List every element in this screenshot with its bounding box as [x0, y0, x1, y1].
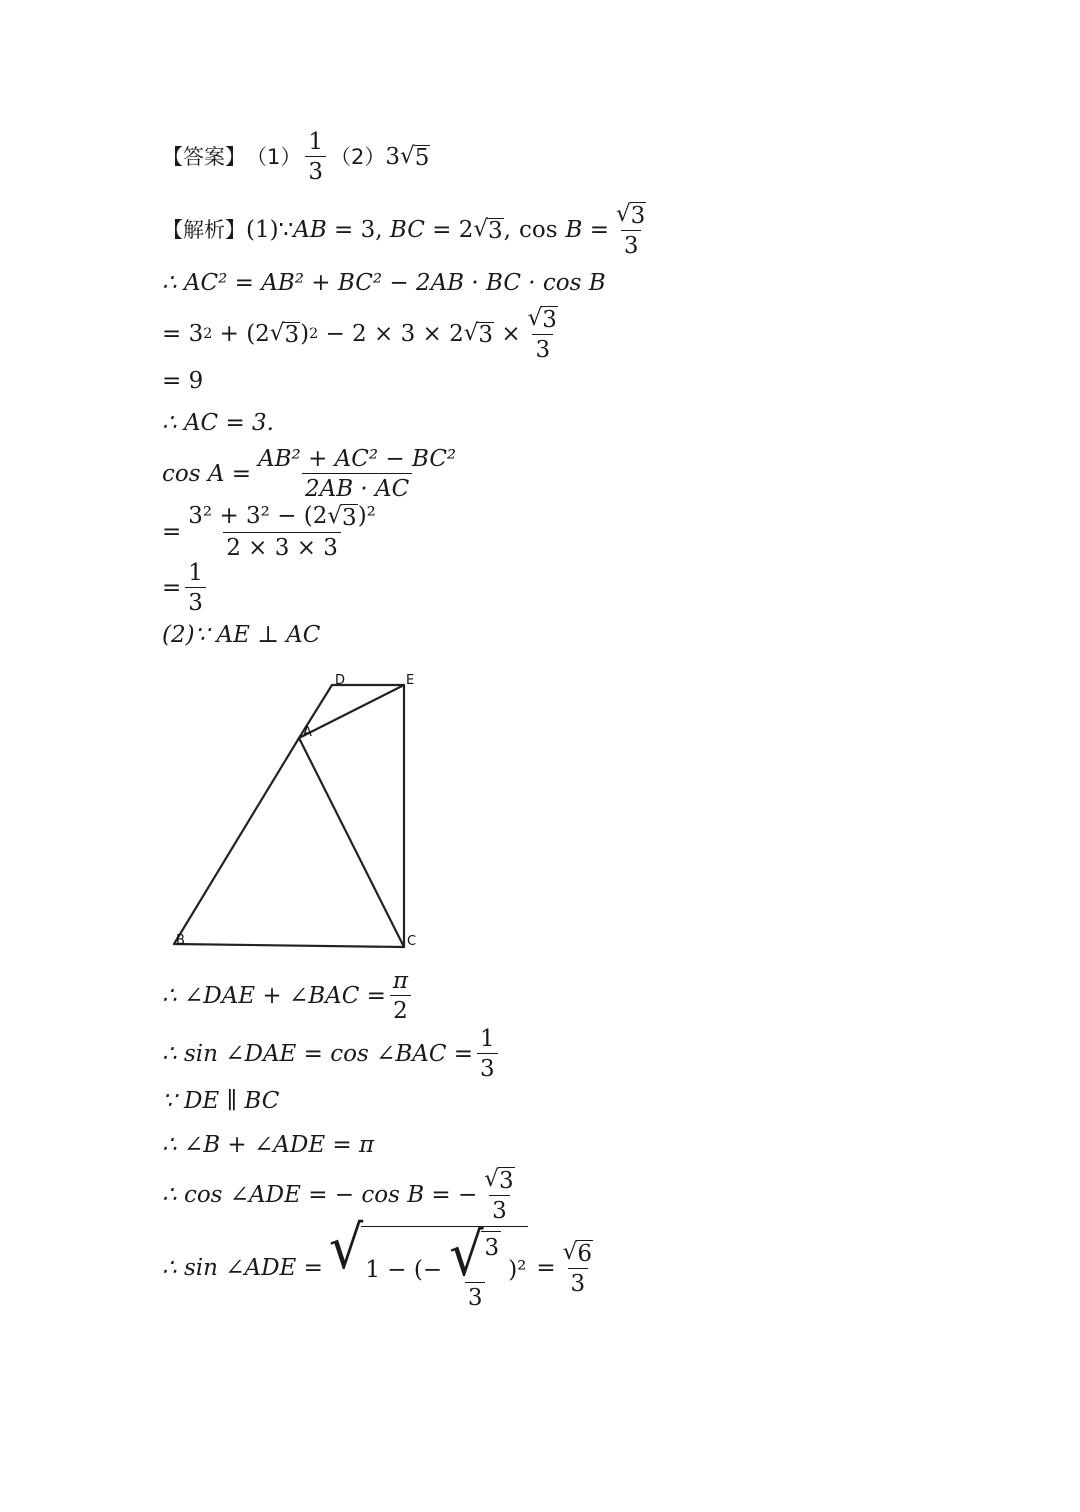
l3-sqrt2: √ 3: [463, 319, 494, 348]
analysis-line-11: [162, 1026, 502, 1082]
l6-fraction: [255, 447, 459, 501]
answer-part1-denominator: 3: [305, 156, 326, 184]
l10-text: ∴ ∠DAE + ∠BAC =: [162, 982, 386, 1009]
l3-e: ): [300, 320, 310, 347]
geometry-figure: [160, 664, 430, 956]
l15-denominator: 3: [568, 1268, 589, 1296]
l8-fraction: [185, 561, 206, 615]
label-b: B: [176, 933, 185, 948]
l8-eq: =: [162, 574, 182, 601]
l7-num-rad: 3: [342, 504, 357, 531]
l1-fraction: [613, 202, 649, 258]
answer-part2-label: （2）: [330, 144, 386, 169]
answer-part2-coef: 3: [385, 143, 401, 170]
analysis-line-9: [162, 620, 320, 650]
l1-bc: BC: [389, 216, 425, 243]
l3-numerator: √ 3: [527, 304, 557, 333]
label-a: A: [303, 725, 312, 740]
analysis-line-13: [162, 1130, 374, 1160]
l14-numerator: √ 3: [484, 1165, 514, 1194]
analysis-line-1: [162, 188, 653, 272]
l15-radicand: [361, 1219, 528, 1311]
segment-ab: [174, 738, 299, 944]
l3-g: − 2 × 3 × 2: [318, 320, 464, 347]
l5-text: ∴ AC = 3.: [162, 409, 274, 436]
l3-a: = 3: [162, 320, 204, 347]
l12-text: ∵ DE ∥ BC: [162, 1087, 280, 1114]
analysis-line-4: [162, 366, 203, 396]
l1-sqrt3: √ 3: [473, 215, 503, 244]
l1-b: B: [565, 216, 583, 243]
l11-numerator: 1: [480, 1025, 495, 1052]
l11-denominator: 3: [477, 1053, 498, 1081]
l1-e: = 2: [424, 216, 474, 243]
l6-lhs: cos A =: [162, 460, 252, 487]
l8-denominator: 3: [185, 587, 206, 615]
analysis-line-8: [162, 560, 210, 616]
l1-ab: AB: [293, 216, 327, 243]
l15-big-sqrt: √ 1 − (− √ 3 3 )²: [328, 1213, 527, 1311]
l15-fraction: [560, 1240, 596, 1296]
l10-fraction: [390, 969, 411, 1023]
l1-eq: =: [582, 216, 610, 243]
l7-eq: =: [162, 518, 182, 545]
l15-num-radicand: 6: [577, 1240, 592, 1267]
l15-in-numerator: √ 3: [449, 1219, 500, 1290]
l15-eq: =: [536, 1254, 556, 1281]
l9-text: (2)∵ AE ⊥ AC: [162, 621, 321, 648]
l14-fraction: [481, 1167, 517, 1223]
l3-i: ×: [494, 320, 521, 347]
analysis-line-2: [162, 268, 606, 298]
l7-fraction: [185, 504, 379, 560]
l6-numerator: AB² + AC² − BC²: [258, 445, 457, 472]
l11-fraction: [477, 1027, 498, 1081]
l15-in-a: 1 − (−: [365, 1257, 443, 1283]
l3-c: + (2: [212, 320, 270, 347]
l7-numerator: 3² + 3² − (2 √ 3 )²: [188, 502, 376, 531]
answer-tag: 【答案】: [162, 144, 246, 169]
l3-denominator: 3: [532, 334, 553, 362]
l14-text: ∴ cos ∠ADE = − cos B = −: [162, 1181, 478, 1208]
l7-num-a: 3² + 3² − (2: [188, 502, 328, 529]
l15-in-b: )²: [508, 1257, 527, 1283]
analysis-line-6: [162, 444, 463, 504]
l11-text: ∴ sin ∠DAE = cos ∠BAC =: [162, 1040, 474, 1067]
l15-in-fraction: [446, 1219, 504, 1311]
l3-fraction: [525, 306, 561, 362]
answer-part1-label: （1）: [246, 144, 302, 169]
l4-text: = 9: [162, 367, 204, 394]
segment-bc: [174, 944, 404, 947]
l13-text: ∴ ∠B + ∠ADE = π: [162, 1131, 375, 1158]
l1-comma: ,: [503, 216, 511, 243]
l1-radicand: 3: [488, 217, 503, 244]
analysis-line-7: [162, 502, 383, 562]
analysis-line-5: [162, 408, 274, 438]
answer-part2-radicand: 5: [414, 144, 430, 171]
analysis-line-12: [162, 1086, 279, 1116]
l1-numerator: √ 3: [616, 200, 646, 229]
l2-text: ∴ AC² = AB² + BC² − 2AB · BC · cos B: [162, 269, 606, 296]
l1-a: (1)∵: [246, 216, 294, 243]
label-c: C: [407, 934, 417, 949]
l10-numerator: π: [392, 967, 409, 994]
analysis-line-10: [162, 968, 415, 1024]
label-e: E: [406, 673, 415, 688]
l1-denominator: 3: [621, 230, 642, 258]
analysis-line-3: = 3 2 + (2 √ 3 ) 2 − 2 × 3 × 2 √ 3 × √ 3 3: [162, 304, 565, 364]
l1-num-radicand: 3: [630, 202, 646, 229]
l15-text: ∴ sin ∠ADE =: [162, 1254, 323, 1281]
label-d: D: [335, 673, 346, 688]
l10-denominator: 2: [390, 995, 411, 1023]
l14-denominator: 3: [489, 1195, 510, 1223]
l3-d: 3: [284, 321, 300, 348]
l3-sqrt1: √ 3: [269, 319, 300, 348]
l6-denominator: 2AB · AC: [302, 473, 412, 501]
l3-num-radicand: 3: [542, 306, 557, 333]
answer-part2-sqrt: √ 5: [400, 142, 430, 171]
l15-numerator: √ 6: [562, 1238, 592, 1267]
l1-c: = 3,: [326, 216, 390, 243]
segment-ac: [299, 738, 404, 947]
l3-h: 3: [478, 321, 494, 348]
l15-in-num-radicand: 3: [481, 1231, 502, 1260]
analysis-line-15: [162, 1213, 600, 1311]
l7-num-b: )²: [357, 502, 376, 529]
l7-denominator: 2 × 3 × 3: [223, 532, 341, 560]
answer-part1-numerator: 1: [308, 128, 324, 155]
l8-numerator: 1: [188, 559, 203, 586]
l1-cos: cos: [518, 216, 558, 243]
answer-part1-fraction: [305, 130, 326, 184]
answer-line: [162, 118, 430, 196]
analysis-tag: 【解析】: [162, 217, 246, 242]
l15-in-denominator: 3: [465, 1282, 486, 1310]
l14-num-radicand: 3: [498, 1167, 514, 1194]
